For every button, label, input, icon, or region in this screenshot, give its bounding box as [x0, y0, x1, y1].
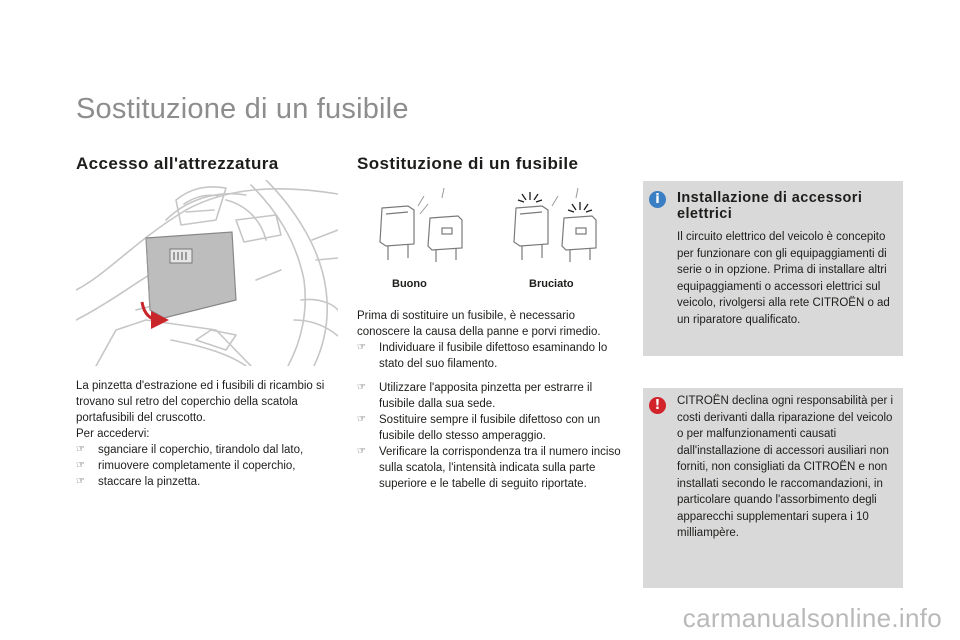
warning-text: CITROËN declina ogni responsabilità per i costi derivanti dalla riparazione del veicolo o per malfunzionamenti causati dall'installazione di accessori ausiliari non forniti, non consigliati da CITROËN e non installati secondo le raccomandazioni, in particolare quando l'assorbimento degli apparecchi supplementari supera i 10 milliampère.	[677, 395, 894, 539]
pointer-icon: ☞	[76, 444, 85, 455]
fuse-label-blown: Bruciato	[529, 278, 574, 290]
page-title: Sostituzione di un fusibile	[76, 93, 409, 125]
warning-box	[643, 388, 903, 588]
access-lead: Per accedervi:	[76, 428, 150, 440]
access-text	[76, 378, 344, 490]
info-text: Il circuito elettrico del veicolo è concepito per funzionare con gli equipaggiamenti di serie o in opzione. Prima di installare altri equipaggiamenti o accessori elettrici sul veicolo, rivolgersi alla rete CITROËN o ad un riparatore qualificato.	[677, 231, 890, 326]
pointer-icon: ☞	[357, 414, 366, 425]
list-item: ☞ Utilizzare l'apposita pinzetta per estrarre il fusibile dalla sua sede.	[357, 382, 593, 410]
pointer-icon: ☞	[76, 460, 85, 471]
watermark: carmanualsonline.info	[682, 603, 942, 633]
info-title: Installazione di accessori elettrici	[677, 190, 863, 222]
list-item: ☞ Sostituire sempre il fusibile difettoso con un fusibile dello stesso amperaggio.	[357, 414, 601, 442]
list-item: ☞ Individuare il fusibile difettoso esaminando lo stato del suo filamento.	[357, 342, 608, 370]
replace-intro: Prima di sostituire un fusibile, è necessario conoscere la causa della panne e porvi rimedio.	[357, 310, 601, 338]
info-box	[643, 181, 903, 356]
warning-icon: !	[649, 397, 666, 414]
pointer-icon: ☞	[357, 342, 366, 353]
pointer-icon: ☞	[76, 476, 85, 487]
access-intro: La pinzetta d'estrazione ed i fusibili di ricambio si trovano sul retro del coperchio della scatola portafusibili del cruscotto.	[76, 380, 325, 424]
list-item: ☞ sganciare il coperchio, tirandolo dal lato,	[76, 444, 304, 456]
list-item: ☞ rimuovere completamente il coperchio,	[76, 460, 296, 472]
pointer-icon: ☞	[357, 382, 366, 393]
list-item: ☞ staccare la pinzetta.	[76, 476, 201, 488]
access-heading: Accesso all'attrezzatura	[76, 154, 279, 173]
pointer-icon: ☞	[357, 446, 366, 457]
replace-heading: Sostituzione di un fusibile	[357, 154, 579, 173]
fuse-label-good: Buono	[392, 278, 427, 290]
fuse-illustration	[370, 184, 610, 266]
replace-text	[357, 308, 625, 492]
list-item: ☞ Verificare la corrispondenza tra il numero inciso sulla scatola, l'intensità indicata sulla parte superiore e le tabelle di seguito riportate.	[357, 446, 621, 490]
dashboard-illustration	[76, 180, 338, 366]
info-icon: i	[649, 191, 666, 208]
